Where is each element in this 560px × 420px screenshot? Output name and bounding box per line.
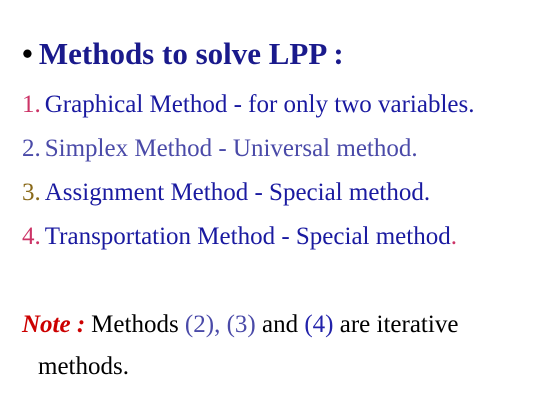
list-item-3: [22, 180, 430, 205]
note-label: Note :: [22, 311, 86, 338]
note-text: are iterative: [339, 311, 459, 338]
note-continuation: methods.: [38, 353, 129, 380]
item-number: 3.: [22, 179, 41, 206]
heading-text: Methods to solve LPP :: [38, 36, 344, 71]
item-text: Transportation Method - Special method: [44, 223, 451, 250]
note-ref: (4): [304, 311, 334, 338]
bullet-icon: •: [22, 36, 33, 71]
note-ref: (2), (3): [184, 311, 256, 338]
note-line: [22, 312, 458, 337]
item-number: 1.: [22, 91, 41, 118]
note-text: Methods: [91, 311, 179, 338]
list-item-1: [22, 92, 475, 117]
slide-heading: [22, 36, 344, 72]
item-text: Simplex Method - Universal method.: [44, 135, 418, 162]
item-trailing-period: .: [450, 223, 457, 250]
item-number: 2.: [22, 135, 41, 162]
item-text: Graphical Method - for only two variables.: [44, 91, 475, 118]
item-number: 4.: [22, 223, 41, 250]
item-text: Assignment Method - Special method.: [44, 179, 431, 206]
list-item-4: [22, 224, 457, 249]
note-text: and: [261, 311, 299, 338]
list-item-2: [22, 136, 418, 161]
